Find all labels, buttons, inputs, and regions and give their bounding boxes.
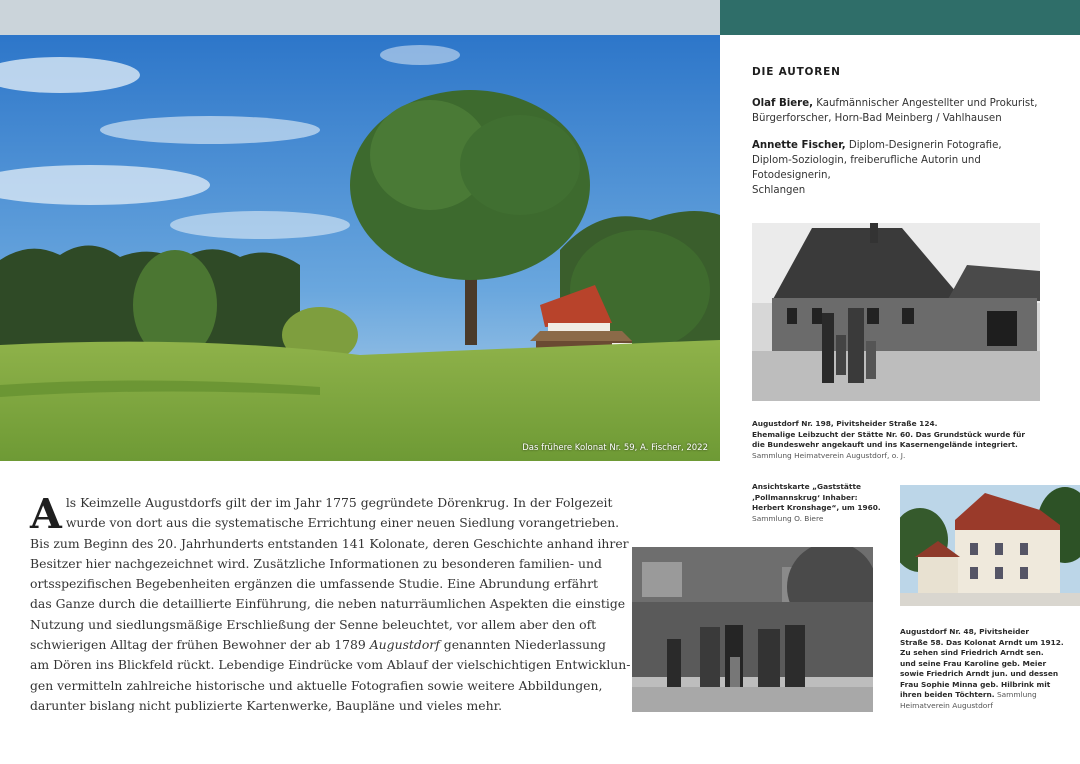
author-entry bbox=[752, 96, 1062, 126]
photo-caption-3 bbox=[900, 627, 1080, 711]
photo-caption-1 bbox=[752, 419, 1052, 461]
caption-line: die Bundeswehr angekauft und ins Kasernengelände integriert. bbox=[752, 440, 1018, 449]
authors-section bbox=[752, 66, 1062, 210]
top-color-bar-right bbox=[720, 0, 1080, 35]
authors-heading: DIE AUTOREN bbox=[752, 66, 841, 78]
caption-line: Ansichtskarte „Gaststätte bbox=[752, 482, 861, 491]
hero-landscape-photo bbox=[0, 35, 720, 461]
body-line: Bis zum Beginn des 20. Jahrhunderts entstanden 141 Kolonate, deren Geschichte anhand ihrer bbox=[30, 535, 629, 551]
top-color-bar-left bbox=[0, 0, 720, 35]
author-name: Olaf Biere, bbox=[752, 98, 813, 109]
caption-line: und seine Frau Karoline geb. Meier bbox=[900, 658, 1047, 668]
body-line: das Ganze durch die detaillierte Einführung, die neben naturräumlichen Aspekten die einstige bbox=[30, 596, 626, 612]
body-line: Besitzer hier nachgezeichnet wird. Zusätzliche Informationen zu besonderen familien- und bbox=[30, 555, 602, 571]
caption-line: Augustdorf Nr. 48, Pivitsheider bbox=[900, 627, 1030, 636]
caption-credit: Sammlung Heimatverein Augustdorf, o. J. bbox=[752, 450, 906, 460]
hero-photo-caption: Das frühere Kolonat Nr. 59, A. Fischer, 2022 bbox=[522, 443, 708, 453]
body-line: Nutzung und siedlungsmäßige Erschließung der Senne beleuchtet, vor allem aber den oft bbox=[30, 616, 597, 632]
caption-line bbox=[900, 690, 1037, 699]
drop-cap: A bbox=[30, 490, 62, 538]
photo-caption-2 bbox=[752, 482, 892, 524]
historic-brick-house-photo bbox=[752, 223, 1040, 401]
body-line bbox=[30, 635, 610, 655]
caption-line: Frau Sophie Minna geb. Hilbrink mit bbox=[900, 679, 1051, 689]
body-text-italic: Augustdorf bbox=[369, 637, 440, 653]
author-description: Diplom-Soziologin, freiberufliche Autorin und Fotodesignerin, bbox=[752, 155, 981, 181]
caption-line: Ehemalige Leibzucht der Stätte Nr. 60. Das Grundstück wurde für bbox=[752, 429, 1026, 439]
body-line: darunter bislang nicht publizierte Kartenwerke, Baupläne und vieles mehr. bbox=[30, 697, 503, 713]
caption-line-bold: ihren beiden Töchtern. bbox=[900, 690, 995, 699]
author-entry bbox=[752, 138, 1062, 198]
body-line: gen vermitteln zahlreiche historische und aktuelle Fotografien sowie weitere Abbildungen, bbox=[30, 677, 603, 693]
caption-credit-inline: Sammlung bbox=[994, 690, 1037, 699]
caption-line: Straße 58. Das Kolonat Arndt um 1912. bbox=[900, 637, 1064, 647]
body-line: ortsspezifischen Begebenheiten ergänzen die umfassende Studie. Eine Abrundung erfährt bbox=[30, 576, 598, 592]
caption-line: Herbert Kronshage“, um 1960. bbox=[752, 503, 881, 512]
caption-credit: Sammlung O. Biere bbox=[752, 513, 824, 523]
body-text-segment: genannten Niederlassung bbox=[439, 637, 606, 653]
author-description: Bürgerforscher, Horn-Bad Meinberg / Vahlhausen bbox=[752, 113, 1002, 124]
caption-credit: Heimatverein Augustdorf bbox=[900, 700, 993, 710]
author-name: Annette Fischer, bbox=[752, 140, 846, 151]
author-description: Schlangen bbox=[752, 185, 806, 196]
caption-line: Augustdorf Nr. 198, Pivitsheider Straße 124. bbox=[752, 419, 938, 428]
caption-line: Zu sehen sind Friedrich Arndt sen. bbox=[900, 648, 1044, 657]
gaststaette-postcard-photo bbox=[900, 485, 1080, 606]
family-arndt-photo bbox=[632, 547, 873, 712]
body-line: am Dören ins Blickfeld rückt. Lebendige Eindrücke vom Ablauf der vielschichtigen Entwicklun- bbox=[30, 657, 631, 673]
author-description: Kaufmännischer Angestellter und Prokurist, bbox=[812, 98, 1038, 109]
body-line: ls Keimzelle Augustdorfs gilt der im Jahr 1775 gegründete Dörenkrug. In der Folgezeit bbox=[65, 495, 613, 510]
author-description: Diplom-Designerin Fotografie, bbox=[845, 140, 1002, 151]
body-paragraph bbox=[30, 490, 631, 716]
caption-line: ‚Pollmannskrug‘ Inhaber: bbox=[752, 492, 858, 502]
body-text-segment: schwierigen Alltag der frühen Bewohner der ab 1789 bbox=[30, 637, 370, 653]
body-line: wurde von dort aus die systematische Errichtung einer neuen Siedlung vorangetrieben. bbox=[65, 515, 620, 531]
caption-line: sowie Friedrich Arndt jun. und dessen bbox=[900, 669, 1059, 678]
